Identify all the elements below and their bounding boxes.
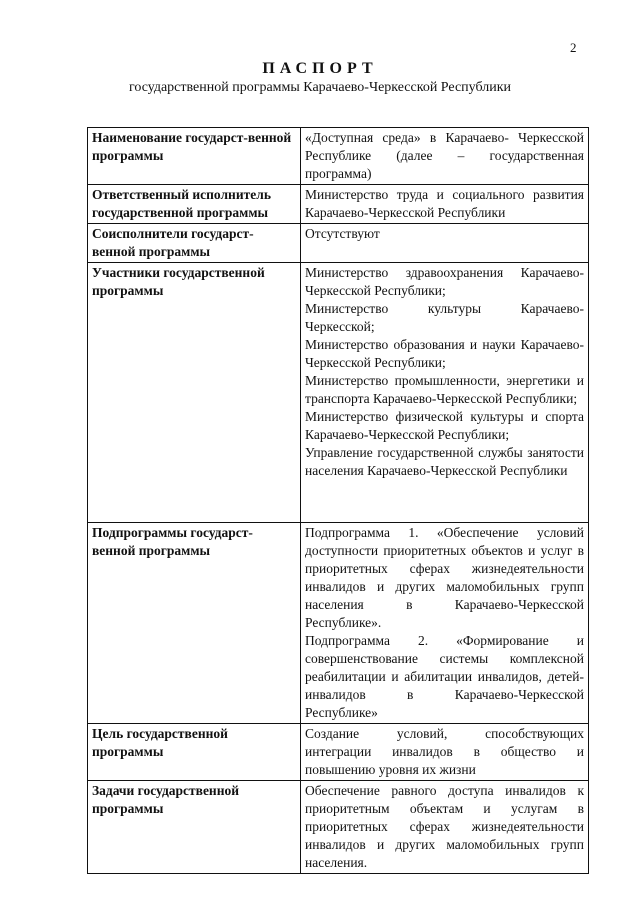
row-value [301,724,589,781]
value-line: Подпрограмма 1. «Обеспечение условий доступности приоритетных объектов и услуг в приоритетных сферах жизнедеятельности инвалидов и других маломобильных групп населения в Карачаево-Черкесской Республике». [305,525,584,630]
row-value [301,185,589,224]
page-title: ПАСПОРТ [262,60,378,77]
row-label: Участники государственной программы [88,263,301,523]
value-line: Управление государственной службы занятости населения Карачаево-Черкесской Республики [305,445,584,478]
row-label: Цель государственной программы [88,724,301,781]
table-row [88,185,589,224]
table-row [88,128,589,185]
row-label: Ответственный исполнитель государственной программы [88,185,301,224]
value-line: Министерство культуры Карачаево- Черкесской; [305,301,584,334]
row-label: Подпрограммы государст-венной программы [88,523,301,724]
row-label: Задачи государственной программы [88,781,301,874]
value-line: «Доступная среда» в Карачаево- Черкесской Республике (далее – государственная программа) [305,130,584,181]
row-value [301,224,589,263]
page-subtitle: государственной программы Карачаево-Черкесской Республики [128,80,512,95]
value-line: Отсутствуют [305,226,380,241]
row-value [301,128,589,185]
row-value [301,523,589,724]
table-row [88,224,589,263]
row-label: Наименование государст-венной программы [88,128,301,185]
value-line: Обеспечение равного доступа инвалидов к приоритетным объектам и услугам в приоритетных сферах жизнедеятельности инвалидов и других маломобильных групп населения. [305,783,584,870]
row-value [301,263,589,523]
table-row [88,263,589,523]
row-label: Соисполнители государст-венной программы [88,224,301,263]
table-row [88,724,589,781]
value-line: Создание условий, способствующих интеграции инвалидов в общество и повышению уровня их жизни [305,726,584,777]
value-line: Подпрограмма 2. «Формирование и совершенствование системы комплексной реабилитации и абилитации инвалидов, детей-инвалидов в Карачаево-Черкесской Республике» [305,633,584,720]
table-row [88,781,589,874]
table-row [88,523,589,724]
page-number: 2 [570,40,577,55]
passport-table [87,127,589,874]
value-line: Министерство образования и науки Карачаево-Черкесской Республики; [305,337,584,370]
value-line: Министерство труда и социального развития Карачаево-Черкесской Республики [305,187,584,220]
value-line: Министерство здравоохранения Карачаево-Черкесской Республики; [305,265,584,298]
value-line: Министерство физической культуры и спорта Карачаево-Черкесской Республики; [305,409,584,442]
value-line: Министерство промышленности, энергетики и транспорта Карачаево-Черкесской Республики; [305,373,584,406]
row-value [301,781,589,874]
